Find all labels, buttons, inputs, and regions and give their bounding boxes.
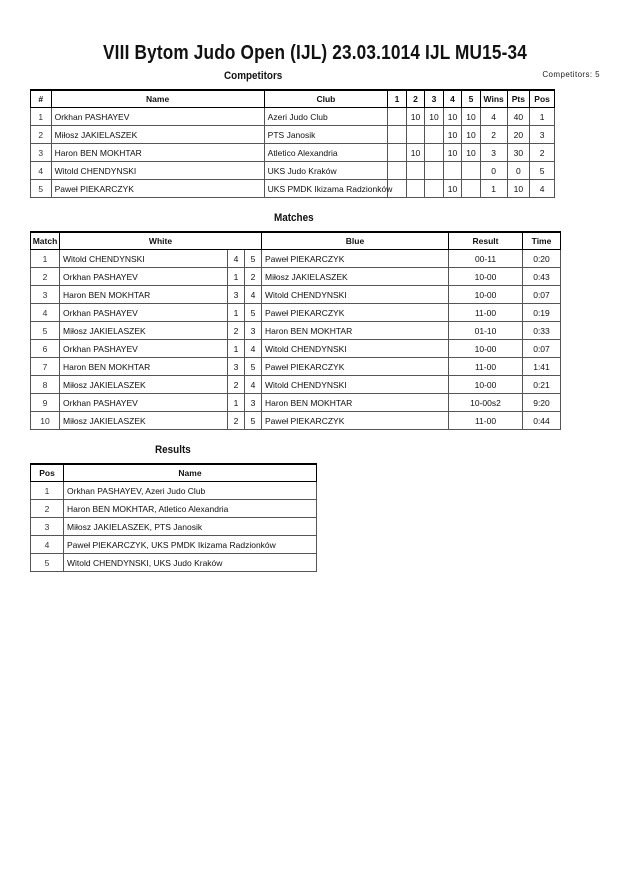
page-title: VIII Bytom Judo Open (IJL) 23.03.1014 IJL MU15-34 bbox=[103, 42, 527, 64]
table-row bbox=[31, 554, 317, 572]
competitor-wins: 0 bbox=[480, 162, 507, 180]
blue-competitor: Paweł PIEKARCZYK bbox=[262, 250, 449, 268]
blue-competitor: Paweł PIEKARCZYK bbox=[262, 358, 449, 376]
competitor-number: 1 bbox=[31, 108, 52, 126]
competitor-club: UKS PMDK Ikizama Radzionków bbox=[264, 180, 388, 198]
round-score-5: 10 bbox=[462, 126, 481, 144]
table-row bbox=[31, 536, 317, 554]
blue-competitor-number: 4 bbox=[245, 376, 262, 394]
table-row bbox=[31, 518, 317, 536]
round-score-3 bbox=[425, 180, 444, 198]
round-score-4: 10 bbox=[443, 108, 462, 126]
col-header-round-5: 5 bbox=[462, 90, 481, 108]
competitor-number: 3 bbox=[31, 144, 52, 162]
col-header-white: White bbox=[60, 232, 262, 250]
round-score-4: 10 bbox=[443, 126, 462, 144]
blue-competitor-number: 3 bbox=[245, 322, 262, 340]
round-score-4 bbox=[443, 162, 462, 180]
blue-competitor-number: 4 bbox=[245, 340, 262, 358]
results-heading: Results bbox=[155, 444, 191, 456]
col-header-results-pos: Pos bbox=[31, 464, 64, 482]
result-position: 2 bbox=[31, 500, 64, 518]
round-score-3: 10 bbox=[425, 108, 444, 126]
match-result: 11-00 bbox=[449, 412, 523, 430]
blue-competitor: Miłosz JAKIELASZEK bbox=[262, 268, 449, 286]
round-score-5: 10 bbox=[462, 144, 481, 162]
round-score-1 bbox=[388, 108, 407, 126]
round-score-2 bbox=[406, 126, 425, 144]
table-row bbox=[31, 286, 561, 304]
table-row bbox=[31, 250, 561, 268]
matches-table bbox=[30, 231, 561, 430]
blue-competitor-number: 5 bbox=[245, 358, 262, 376]
table-row bbox=[31, 126, 555, 144]
match-time: 0:07 bbox=[523, 286, 561, 304]
white-competitor-number: 1 bbox=[228, 394, 245, 412]
competitors-header-row bbox=[31, 90, 555, 108]
competitors-count: Competitors: 5 bbox=[542, 70, 600, 79]
competitor-name: Witold CHENDYNSKI bbox=[51, 162, 264, 180]
white-competitor: Miłosz JAKIELASZEK bbox=[60, 412, 228, 430]
competitor-name: Paweł PIEKARCZYK bbox=[51, 180, 264, 198]
col-header-results-name: Name bbox=[64, 464, 317, 482]
table-row bbox=[31, 412, 561, 430]
competitor-points: 0 bbox=[507, 162, 530, 180]
competitor-points: 30 bbox=[507, 144, 530, 162]
competitor-club: Azeri Judo Club bbox=[264, 108, 388, 126]
competitor-points: 40 bbox=[507, 108, 530, 126]
blue-competitor-number: 5 bbox=[245, 412, 262, 430]
match-number: 7 bbox=[31, 358, 60, 376]
match-number: 1 bbox=[31, 250, 60, 268]
col-header-round-1: 1 bbox=[388, 90, 407, 108]
white-competitor: Haron BEN MOKHTAR bbox=[60, 358, 228, 376]
white-competitor-number: 1 bbox=[228, 268, 245, 286]
blue-competitor: Witold CHENDYNSKI bbox=[262, 340, 449, 358]
result-name: Haron BEN MOKHTAR, Atletico Alexandria bbox=[64, 500, 317, 518]
table-row bbox=[31, 376, 561, 394]
competitor-position: 5 bbox=[530, 162, 555, 180]
col-header-wins: Wins bbox=[480, 90, 507, 108]
results-table bbox=[30, 463, 317, 572]
table-row bbox=[31, 322, 561, 340]
white-competitor-number: 2 bbox=[228, 322, 245, 340]
competitor-wins: 4 bbox=[480, 108, 507, 126]
match-result: 10-00 bbox=[449, 376, 523, 394]
competitor-club: Atletico Alexandria bbox=[264, 144, 388, 162]
match-number: 4 bbox=[31, 304, 60, 322]
match-time: 0:43 bbox=[523, 268, 561, 286]
round-score-3 bbox=[425, 126, 444, 144]
competitors-heading: Competitors bbox=[224, 70, 283, 82]
col-header-round-3: 3 bbox=[425, 90, 444, 108]
match-time: 0:19 bbox=[523, 304, 561, 322]
competitor-points: 20 bbox=[507, 126, 530, 144]
competitor-wins: 3 bbox=[480, 144, 507, 162]
result-name: Miłosz JAKIELASZEK, PTS Janosik bbox=[64, 518, 317, 536]
col-header-club: Club bbox=[264, 90, 388, 108]
match-result: 11-00 bbox=[449, 358, 523, 376]
match-number: 2 bbox=[31, 268, 60, 286]
col-header-pos: Pos bbox=[530, 90, 555, 108]
white-competitor-number: 4 bbox=[228, 250, 245, 268]
result-name: Paweł PIEKARCZYK, UKS PMDK Ikizama Radzionków bbox=[64, 536, 317, 554]
round-score-1 bbox=[388, 126, 407, 144]
col-header-num: # bbox=[31, 90, 52, 108]
blue-competitor: Witold CHENDYNSKI bbox=[262, 376, 449, 394]
table-row bbox=[31, 500, 317, 518]
match-time: 0:20 bbox=[523, 250, 561, 268]
white-competitor: Miłosz JAKIELASZEK bbox=[60, 322, 228, 340]
competitor-position: 1 bbox=[530, 108, 555, 126]
match-result: 10-00 bbox=[449, 268, 523, 286]
match-result: 01-10 bbox=[449, 322, 523, 340]
round-score-2: 10 bbox=[406, 108, 425, 126]
result-position: 1 bbox=[31, 482, 64, 500]
result-position: 5 bbox=[31, 554, 64, 572]
white-competitor-number: 3 bbox=[228, 286, 245, 304]
competitor-wins: 1 bbox=[480, 180, 507, 198]
round-score-5 bbox=[462, 180, 481, 198]
blue-competitor-number: 2 bbox=[245, 268, 262, 286]
white-competitor: Orkhan PASHAYEV bbox=[60, 340, 228, 358]
round-score-1 bbox=[388, 144, 407, 162]
blue-competitor-number: 5 bbox=[245, 250, 262, 268]
white-competitor: Orkhan PASHAYEV bbox=[60, 268, 228, 286]
match-number: 3 bbox=[31, 286, 60, 304]
table-row bbox=[31, 304, 561, 322]
col-header-match: Match bbox=[31, 232, 60, 250]
competitor-points: 10 bbox=[507, 180, 530, 198]
table-row bbox=[31, 340, 561, 358]
table-row bbox=[31, 394, 561, 412]
blue-competitor: Witold CHENDYNSKI bbox=[262, 286, 449, 304]
blue-competitor: Paweł PIEKARCZYK bbox=[262, 304, 449, 322]
competitors-table bbox=[30, 89, 555, 198]
competitor-club: PTS Janosik bbox=[264, 126, 388, 144]
match-result: 10-00 bbox=[449, 286, 523, 304]
competitor-position: 4 bbox=[530, 180, 555, 198]
blue-competitor: Haron BEN MOKHTAR bbox=[262, 322, 449, 340]
col-header-blue: Blue bbox=[262, 232, 449, 250]
table-row bbox=[31, 482, 317, 500]
blue-competitor: Paweł PIEKARCZYK bbox=[262, 412, 449, 430]
result-position: 4 bbox=[31, 536, 64, 554]
competitor-number: 5 bbox=[31, 180, 52, 198]
blue-competitor-number: 5 bbox=[245, 304, 262, 322]
white-competitor-number: 2 bbox=[228, 376, 245, 394]
match-number: 8 bbox=[31, 376, 60, 394]
col-header-round-2: 2 bbox=[406, 90, 425, 108]
col-header-round-4: 4 bbox=[443, 90, 462, 108]
match-number: 10 bbox=[31, 412, 60, 430]
round-score-2 bbox=[406, 180, 425, 198]
white-competitor: Orkhan PASHAYEV bbox=[60, 304, 228, 322]
white-competitor-number: 3 bbox=[228, 358, 245, 376]
competitor-position: 3 bbox=[530, 126, 555, 144]
competitor-number: 4 bbox=[31, 162, 52, 180]
matches-header-row bbox=[31, 232, 561, 250]
competitor-name: Haron BEN MOKHTAR bbox=[51, 144, 264, 162]
match-time: 1:41 bbox=[523, 358, 561, 376]
match-result: 10-00s2 bbox=[449, 394, 523, 412]
result-name: Orkhan PASHAYEV, Azeri Judo Club bbox=[64, 482, 317, 500]
results-header-row bbox=[31, 464, 317, 482]
competitor-wins: 2 bbox=[480, 126, 507, 144]
white-competitor: Miłosz JAKIELASZEK bbox=[60, 376, 228, 394]
round-score-3 bbox=[425, 144, 444, 162]
match-number: 9 bbox=[31, 394, 60, 412]
match-result: 10-00 bbox=[449, 340, 523, 358]
blue-competitor-number: 3 bbox=[245, 394, 262, 412]
col-header-pts: Pts bbox=[507, 90, 530, 108]
match-time: 0:33 bbox=[523, 322, 561, 340]
white-competitor: Haron BEN MOKHTAR bbox=[60, 286, 228, 304]
round-score-5 bbox=[462, 162, 481, 180]
table-row bbox=[31, 180, 555, 198]
match-time: 0:21 bbox=[523, 376, 561, 394]
white-competitor-number: 1 bbox=[228, 340, 245, 358]
match-number: 5 bbox=[31, 322, 60, 340]
col-header-name: Name bbox=[51, 90, 264, 108]
match-time: 9:20 bbox=[523, 394, 561, 412]
table-row bbox=[31, 268, 561, 286]
white-competitor-number: 2 bbox=[228, 412, 245, 430]
competitor-name: Miłosz JAKIELASZEK bbox=[51, 126, 264, 144]
table-row bbox=[31, 108, 555, 126]
competitor-position: 2 bbox=[530, 144, 555, 162]
white-competitor: Orkhan PASHAYEV bbox=[60, 394, 228, 412]
match-result: 11-00 bbox=[449, 304, 523, 322]
competitor-name: Orkhan PASHAYEV bbox=[51, 108, 264, 126]
round-score-2: 10 bbox=[406, 144, 425, 162]
matches-heading: Matches bbox=[274, 212, 314, 224]
round-score-5: 10 bbox=[462, 108, 481, 126]
match-time: 0:07 bbox=[523, 340, 561, 358]
match-number: 6 bbox=[31, 340, 60, 358]
round-score-1 bbox=[388, 162, 407, 180]
round-score-2 bbox=[406, 162, 425, 180]
round-score-4: 10 bbox=[443, 180, 462, 198]
result-position: 3 bbox=[31, 518, 64, 536]
result-name: Witold CHENDYNSKI, UKS Judo Kraków bbox=[64, 554, 317, 572]
competitor-club: UKS Judo Kraków bbox=[264, 162, 388, 180]
blue-competitor-number: 4 bbox=[245, 286, 262, 304]
round-score-4: 10 bbox=[443, 144, 462, 162]
competitor-number: 2 bbox=[31, 126, 52, 144]
table-row bbox=[31, 358, 561, 376]
table-row bbox=[31, 144, 555, 162]
blue-competitor: Haron BEN MOKHTAR bbox=[262, 394, 449, 412]
match-result: 00-11 bbox=[449, 250, 523, 268]
round-score-3 bbox=[425, 162, 444, 180]
col-header-time: Time bbox=[523, 232, 561, 250]
col-header-result: Result bbox=[449, 232, 523, 250]
table-row bbox=[31, 162, 555, 180]
match-time: 0:44 bbox=[523, 412, 561, 430]
white-competitor: Witold CHENDYNSKI bbox=[60, 250, 228, 268]
white-competitor-number: 1 bbox=[228, 304, 245, 322]
